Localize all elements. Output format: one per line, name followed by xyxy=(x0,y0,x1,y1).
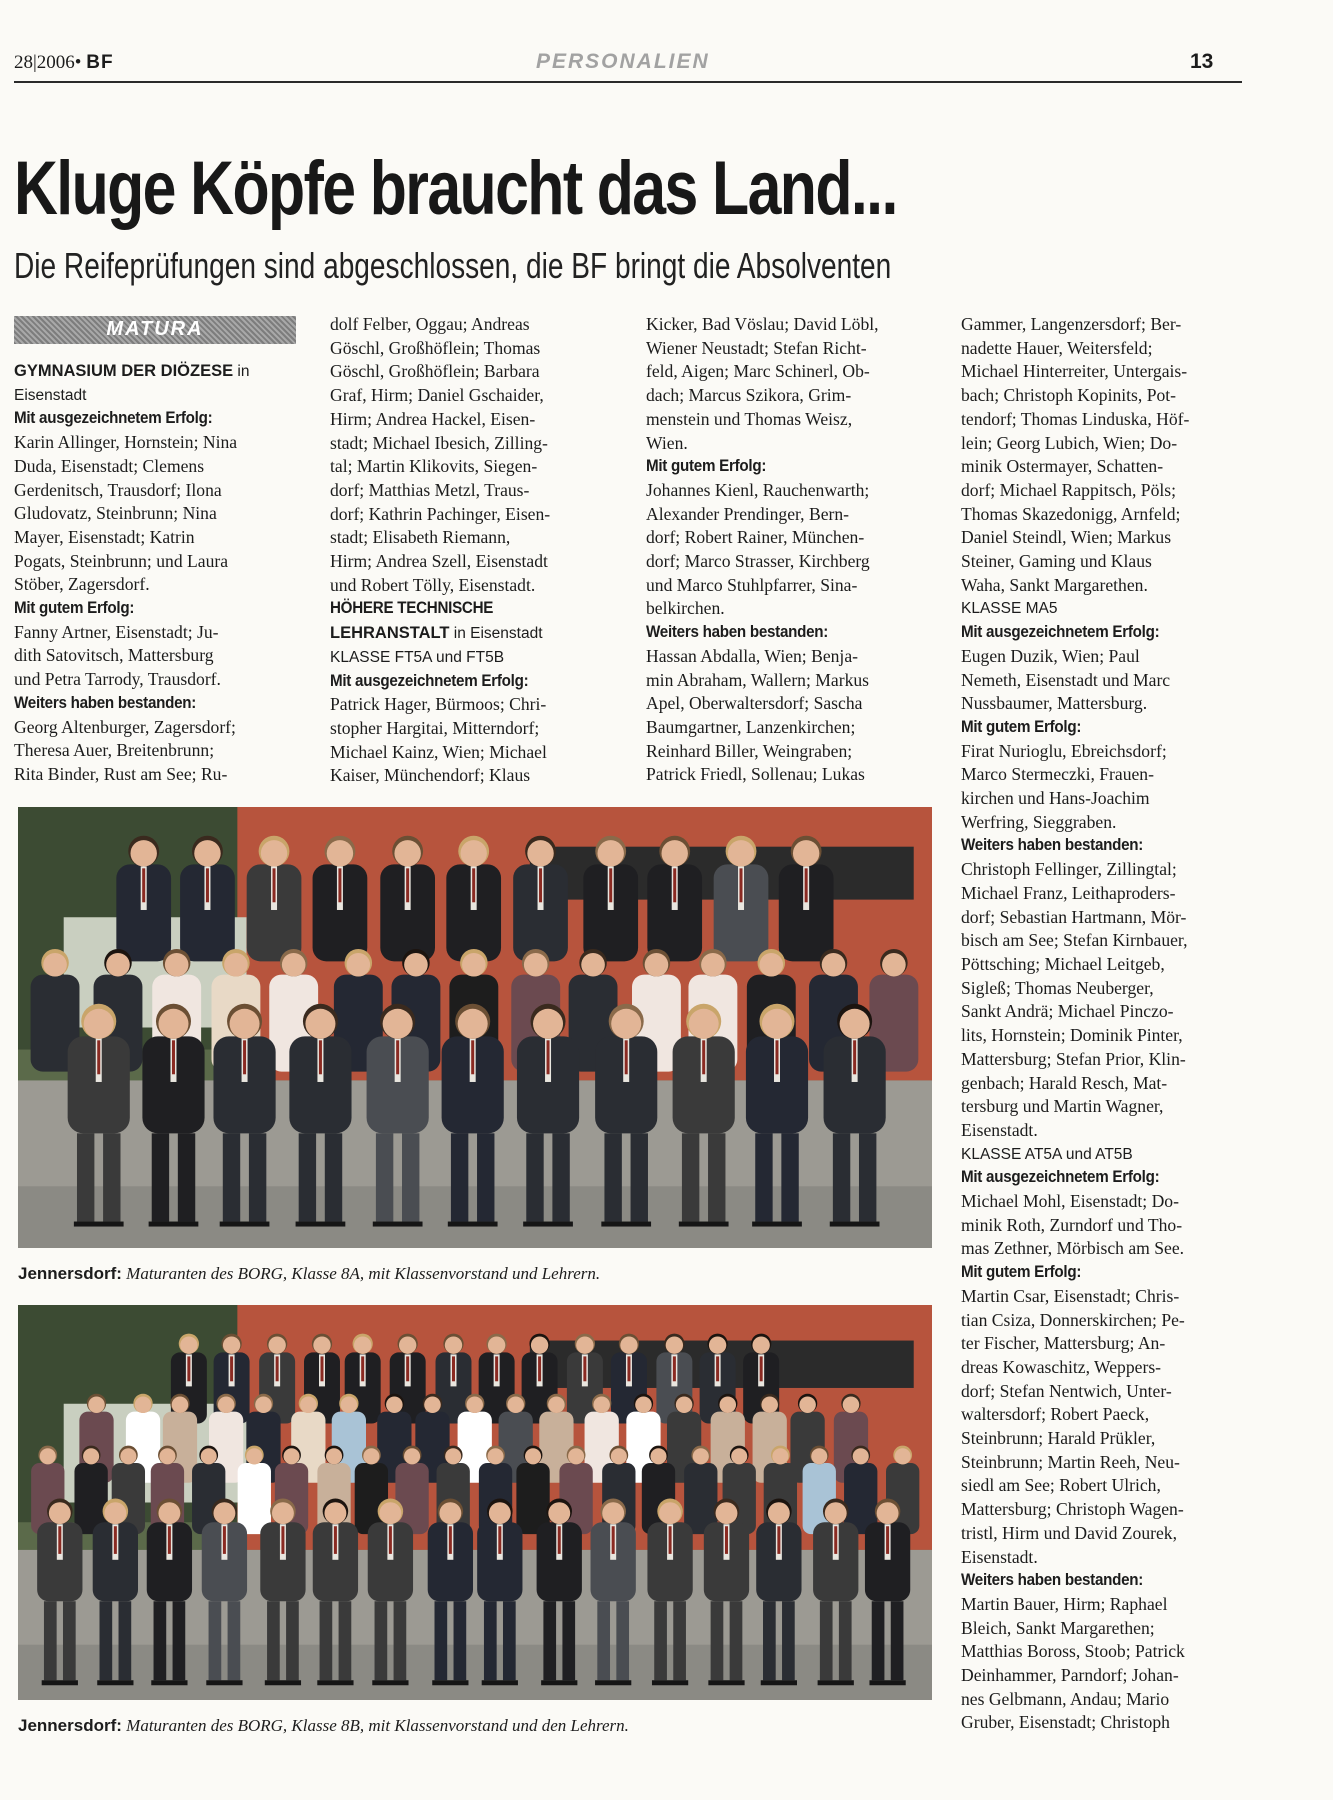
text-line: dach; Marcus Szikora, Grim- xyxy=(646,385,852,406)
school-title: LEHRANSTALT xyxy=(330,624,450,643)
text-line: lein; Georg Lubich, Wien; Do- xyxy=(961,432,1178,453)
text-line: Kaiser, Münchendorf; Klaus xyxy=(330,765,531,786)
text-line: Eisenstadt. xyxy=(961,1119,1038,1140)
text-line: Michael Mohl, Eisenstadt; Do- xyxy=(961,1191,1179,1212)
text-line: dolf Felber, Oggau; Andreas xyxy=(330,314,530,334)
text-line: Patrick Hager, Bürmoos; Chri- xyxy=(330,694,547,715)
text-line: Steinbrunn; Harald Prükler, xyxy=(961,1428,1156,1449)
text-line: Steinbrunn; Martin Reeh, Neu- xyxy=(961,1451,1180,1472)
text-line: Alexander Prendinger, Bern- xyxy=(646,503,850,524)
text-line: Gruber, Eisenstadt; Christoph xyxy=(961,1712,1170,1733)
text-line: stadt; Elisabeth Riemann, xyxy=(330,527,511,548)
text-line: minik Roth, Zurndorf und Tho- xyxy=(961,1214,1183,1235)
category-heading: Weiters haben bestanden: xyxy=(961,836,1144,855)
text-line: Sankt Andrä; Michael Pinczo- xyxy=(961,1001,1174,1022)
photo-caption-8a: Jennersdorf: Maturanten des BORG, Klasse 8A, mit Klassenvorstand und Lehrern. xyxy=(18,1264,601,1283)
text-line: dorf; Marco Strasser, Kirchberg xyxy=(646,551,870,572)
text-line: Martin Bauer, Hirm; Raphael xyxy=(961,1593,1168,1614)
headline: Kluge Köpfe braucht das Land... xyxy=(14,146,897,231)
text-line: Reinhard Biller, Weingraben; xyxy=(646,740,853,761)
category-heading: Weiters haben bestanden: xyxy=(646,623,829,642)
text-line: Gammer, Langenzersdorf; Ber- xyxy=(961,314,1182,334)
text-line: Patrick Friedl, Sollenau; Lukas xyxy=(646,764,865,785)
text-line: Mayer, Eisenstadt; Katrin xyxy=(14,526,195,547)
text-line: Nemeth, Eisenstadt und Marc xyxy=(961,669,1171,690)
text-line: mas Zethner, Mörbisch am See. xyxy=(961,1238,1185,1259)
text-line: Eisenstadt. xyxy=(961,1546,1038,1567)
photo-caption-8b: Jennersdorf: Maturanten des BORG, Klasse 8B, mit Klassenvorstand und den Lehrern. xyxy=(18,1716,629,1735)
text-line: Wien. xyxy=(646,432,688,453)
text-line: Gludovatz, Steinbrunn; Nina xyxy=(14,503,217,524)
text-line: Matthias Boross, Stoob; Patrick xyxy=(961,1641,1185,1662)
class-label: KLASSE MA5 xyxy=(961,600,1058,618)
class-label: KLASSE FT5A und FT5B xyxy=(330,648,505,666)
school-location: in Eisenstadt xyxy=(449,625,543,643)
text-line: Hirm; Andrea Szell, Eisenstadt xyxy=(330,551,548,572)
text-line: dorf; Stefan Nentwich, Unter- xyxy=(961,1380,1172,1401)
text-line: lits, Hornstein; Dominik Pinter, xyxy=(961,1025,1183,1046)
text-line: Michael Franz, Leithaproders- xyxy=(961,882,1176,903)
text-line: Michael Hinterreiter, Untergais- xyxy=(961,361,1188,382)
text-line: Johannes Kienl, Rauchenwarth; xyxy=(646,479,870,500)
text-line: Theresa Auer, Breitenbrunn; xyxy=(14,740,215,761)
group-photo-8b xyxy=(18,1305,932,1700)
school-name xyxy=(330,621,601,646)
text-line: und Robert Tölly, Eisenstadt. xyxy=(330,574,536,595)
text-line: genbach; Harald Resch, Mat- xyxy=(961,1072,1168,1093)
subheadline: Die Reifeprüfungen sind abgeschlossen, die BF bringt die Absolventen xyxy=(14,245,892,286)
text-line: Göschl, Großhöflein; Barbara xyxy=(330,361,540,382)
text-line: menstein und Thomas Weisz, xyxy=(646,408,853,429)
school-location: in xyxy=(233,363,250,380)
category-heading: Mit gutem Erfolg: xyxy=(961,1263,1082,1282)
text-line: Hassan Abdalla, Wien; Benja- xyxy=(646,645,858,666)
text-line: Deinhammer, Parndorf; Johan- xyxy=(961,1665,1179,1686)
text-line: dorf; Robert Rainer, München- xyxy=(646,527,865,548)
text-line: Karin Allinger, Hornstein; Nina xyxy=(14,432,238,453)
text-line: Thomas Skazedonigg, Arnfeld; xyxy=(961,503,1181,524)
column-2 xyxy=(330,313,601,788)
category-heading: Mit gutem Erfolg: xyxy=(14,599,135,618)
rubric-matura: MATURA xyxy=(14,316,296,344)
class-label: KLASSE AT5A und AT5B xyxy=(961,1145,1133,1163)
text-line: tian Csiza, Donnerskirchen; Pe- xyxy=(961,1309,1185,1330)
text-line: dorf; Matthias Metzl, Traus- xyxy=(330,479,530,500)
text-line: Stöber, Zagersdorf. xyxy=(14,574,150,595)
text-line: dorf; Michael Rappitsch, Pöls; xyxy=(961,479,1177,500)
text-line: tersburg und Martin Wagner, xyxy=(961,1096,1164,1117)
text-line: Baumgartner, Lanzenkirchen; xyxy=(646,716,856,737)
text-line: min Abraham, Wallern; Markus xyxy=(646,669,870,690)
text-line: dith Satovitsch, Mattersburg xyxy=(14,645,214,666)
text-line: tal; Martin Klikovits, Siegen- xyxy=(330,456,538,477)
column-1 xyxy=(14,359,296,787)
header-issue: 28|2006• BF xyxy=(14,52,114,73)
text-line: minik Ostermayer, Schatten- xyxy=(961,456,1164,477)
text-line: waltersdorf; Robert Paeck, xyxy=(961,1404,1150,1425)
text-line: Kicker, Bad Vöslau; David Löbl, xyxy=(646,314,879,334)
category-heading: Weiters haben bestanden: xyxy=(14,693,197,712)
text-line: dorf; Kathrin Pachinger, Eisen- xyxy=(330,503,551,524)
category-heading: Mit ausgezeichnetem Erfolg: xyxy=(961,623,1160,642)
text-line: Daniel Steindl, Wien; Markus xyxy=(961,527,1172,548)
text-line: Nussbaumer, Mattersburg. xyxy=(961,693,1148,714)
text-line: Pöttsching; Michael Leitgeb, xyxy=(961,953,1165,974)
text-line: nadette Hauer, Weitersfeld; xyxy=(961,337,1153,358)
text-line: Werfring, Sieggraben. xyxy=(961,811,1117,832)
header-page-number: 13 xyxy=(1190,50,1214,73)
text-line: ter Fischer, Mattersburg; An- xyxy=(961,1333,1166,1354)
header-rule xyxy=(14,81,1242,83)
text-line: Wiener Neustadt; Stefan Richt- xyxy=(646,337,867,358)
text-line: feld, Aigen; Marc Schinerl, Ob- xyxy=(646,361,870,382)
text-line: tristl, Hirm und David Zourek, xyxy=(961,1522,1177,1543)
text-line: Pogats, Steinbrunn; und Laura xyxy=(14,550,229,571)
category-heading: Mit ausgezeichnetem Erfolg: xyxy=(14,409,213,428)
text-line: Graf, Hirm; Daniel Gschaider, xyxy=(330,385,544,406)
text-line: bisch am See; Stefan Kirnbauer, xyxy=(961,930,1188,951)
text-line: dreas Kowaschitz, Weppers- xyxy=(961,1356,1162,1377)
school-name xyxy=(14,359,296,384)
text-line: kirchen und Hans-Joachim xyxy=(961,788,1150,809)
category-heading: Weiters haben bestanden: xyxy=(961,1571,1144,1590)
text-line: Georg Altenburger, Zagersdorf; xyxy=(14,716,236,737)
text-line: und Petra Tarrody, Trausdorf. xyxy=(14,669,221,690)
column-4 xyxy=(961,313,1243,1735)
column-3 xyxy=(646,313,926,787)
text-line: tendorf; Thomas Linduska, Höf- xyxy=(961,408,1190,429)
text-line: Eugen Duzik, Wien; Paul xyxy=(961,645,1140,666)
group-photo-8a xyxy=(18,807,932,1248)
text-line: Rita Binder, Rust am See; Ru- xyxy=(14,763,228,784)
text-line: Waha, Sankt Margarethen. xyxy=(961,574,1148,595)
text-line: Marco Stermeczki, Frauen- xyxy=(961,764,1154,785)
text-line: Bleich, Sankt Margarethen; xyxy=(961,1617,1155,1638)
text-line: belkirchen. xyxy=(646,598,725,619)
category-heading: Mit ausgezeichnetem Erfolg: xyxy=(961,1168,1160,1187)
text-line: Gerdenitsch, Trausdorf; Ilona xyxy=(14,479,222,500)
text-line: Mattersburg; Christoph Wagen- xyxy=(961,1499,1184,1520)
category-heading: Mit gutem Erfolg: xyxy=(646,457,767,476)
text-line: und Marco Stuhlpfarrer, Sina- xyxy=(646,574,858,595)
text-line: Mattersburg; Stefan Prior, Klin- xyxy=(961,1048,1186,1069)
text-line: Apel, Oberwaltersdorf; Sascha xyxy=(646,693,863,714)
text-line: Michael Kainz, Wien; Michael xyxy=(330,741,547,762)
text-line: siedl am See; Robert Ulrich, xyxy=(961,1475,1161,1496)
text-line: bach; Christoph Kopinits, Pot- xyxy=(961,385,1177,406)
text-line: Martin Csar, Eisenstadt; Chris- xyxy=(961,1285,1180,1306)
category-heading: Mit gutem Erfolg: xyxy=(961,717,1082,736)
text-line: Steiner, Gaming und Klaus xyxy=(961,551,1152,572)
text-line: Christoph Fellinger, Zillingtal; xyxy=(961,859,1177,880)
text-line: Duda, Eisenstadt; Clemens xyxy=(14,455,205,476)
text-line: Firat Nurioglu, Ebreichsdorf; xyxy=(961,740,1167,761)
text-line: Göschl, Großhöflein; Thomas xyxy=(330,337,541,358)
text-line: stadt; Michael Ibesich, Zilling- xyxy=(330,432,548,453)
text-line: Fanny Artner, Eisenstadt; Ju- xyxy=(14,621,219,642)
text-line: dorf; Sebastian Hartmann, Mör- xyxy=(961,906,1187,927)
text-line: nes Gelbmann, Andau; Mario xyxy=(961,1688,1170,1709)
school-title: GYMNASIUM DER DIÖZESE xyxy=(14,362,234,380)
text-line: Hirm; Andrea Hackel, Eisen- xyxy=(330,408,536,429)
text-line: Sigleß; Thomas Neuberger, xyxy=(961,977,1154,998)
school-location: Eisenstadt xyxy=(14,386,87,404)
text-line: stopher Hargitai, Mitterndorf; xyxy=(330,717,540,738)
category-heading: Mit ausgezeichnetem Erfolg: xyxy=(330,671,529,690)
header-section: PERSONALIEN xyxy=(536,50,710,73)
category-heading: HÖHERE TECHNISCHE xyxy=(330,599,494,618)
